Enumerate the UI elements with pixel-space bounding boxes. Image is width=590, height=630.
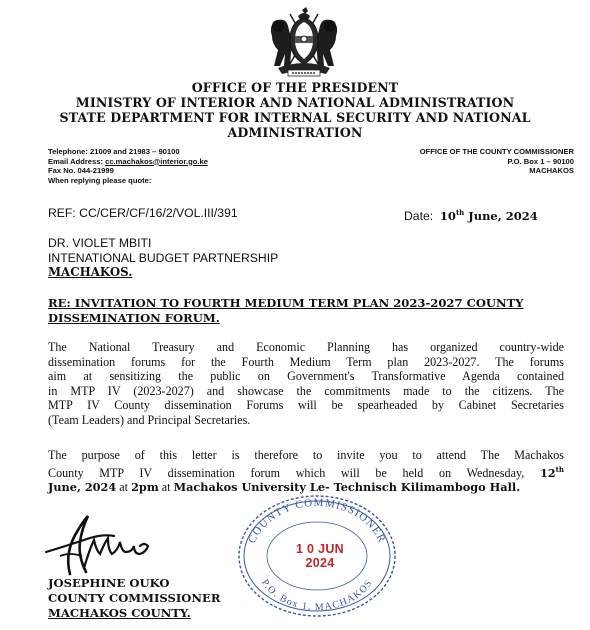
reply-quote: When replying please quote: [48,175,152,185]
stamp-top-text: COUNTY COMMISSIONER [246,496,388,546]
date-rest: June, 2024 [464,209,538,223]
signatory-name: JOSEPHINE OUKO [48,576,170,590]
header-administration: ADMINISTRATION [227,125,363,140]
paragraph-1-line: (Team Leaders) and Principal Secretaries. [48,412,251,427]
signatory-county: MACHAKOS COUNTY. [48,605,191,620]
date-day: 10 [439,209,456,223]
subject-line-1: RE: INVITATION TO FOURTH MEDIUM TERM PLAN 2023-2027 COUNTY [48,296,524,310]
forum-time: 2pm [131,480,159,495]
office-county-commissioner: OFFICE OF THE COUNTY COMMISSIONER [419,147,574,156]
date-label: Date: [404,209,434,223]
coat-of-arms-icon [262,6,346,78]
email-label: Email Address: [48,156,106,166]
letter-date [404,206,538,224]
paragraph-2-line: The purpose of this letter is therefore to invite you to attend The Machakos [48,448,564,462]
contact-right [360,147,574,176]
forum-venue: Machakos University Le- Technisch Kilimambogo Hall. [173,480,521,495]
paragraph-1-line: dissemination forums for the Fourth Medium Term plan 2023-2027. The forums [48,354,564,369]
header-office: OFFICE OF THE PRESIDENT [191,80,399,95]
paragraph-1-line: aim at sensitizing the public on Government's Transformative Agenda contained [48,369,564,384]
forum-date: June, 2024 [48,480,117,495]
paragraph-2 [48,448,564,495]
subject [48,296,548,325]
paragraph-1-line: The National Treasury and Economic Planning has organized country-wide [48,340,564,354]
telephone: Telephone: 21009 and 21983 – 90100 [48,147,180,156]
paragraph-1 [48,340,564,428]
signatory [48,576,220,620]
fax: Fax No. 044-21999 [48,166,114,175]
addressee-org: INTENATIONAL BUDGET PARTNERSHIP [48,250,279,265]
stamp-bottom-text: P.O. Box 1, MACHAKOS [258,577,376,614]
paragraph-2-text: County MTP IV dissemination forum which will be held on Wednesday, [48,465,540,480]
po-box: P.O. Box 1 – 90100 [507,156,574,166]
addressee-town: MACHAKOS. [48,265,133,279]
forum-day-suffix: th [555,464,564,474]
paragraph-2-line [48,463,564,481]
subject-line-2: DISSEMINATION FORUM. [48,310,220,325]
town: MACHAKOS [529,166,574,175]
header-ministry: MINISTRY OF INTERIOR AND NATIONAL ADMINISTRATION [75,95,515,110]
header-state-department: STATE DEPARTMENT FOR INTERNAL SECURITY AND NATIONAL [59,110,531,125]
email-line [48,157,308,167]
signatory-title: COUNTY COMMISSIONER [48,590,221,605]
svg-text:COUNTY COMMISSIONER [246,497,388,545]
date-suffix: th [455,208,465,217]
at-text: at [116,480,132,495]
at-text: at [158,480,174,495]
addressee [48,236,278,280]
addressee-name: DR. VIOLET MBITI [48,236,152,250]
paragraph-1-line: MTP IV County dissemination Forums will be spearheaded by Cabinet Secretaries [48,398,564,413]
forum-day: 12 [539,465,556,480]
reference: REF: CC/CER/CF/16/2/VOL.III/391 [48,206,238,220]
email-link[interactable]: cc.machakos@interior.go.ke [105,156,208,166]
paragraph-1-line: in MTP IV (2023-2027) and showcase the commitments made to the citizens. The [48,383,564,398]
handwritten-signature [40,508,180,578]
stamp-date: 1 0 JUN 2024 [296,542,344,570]
contact-left [48,147,308,185]
